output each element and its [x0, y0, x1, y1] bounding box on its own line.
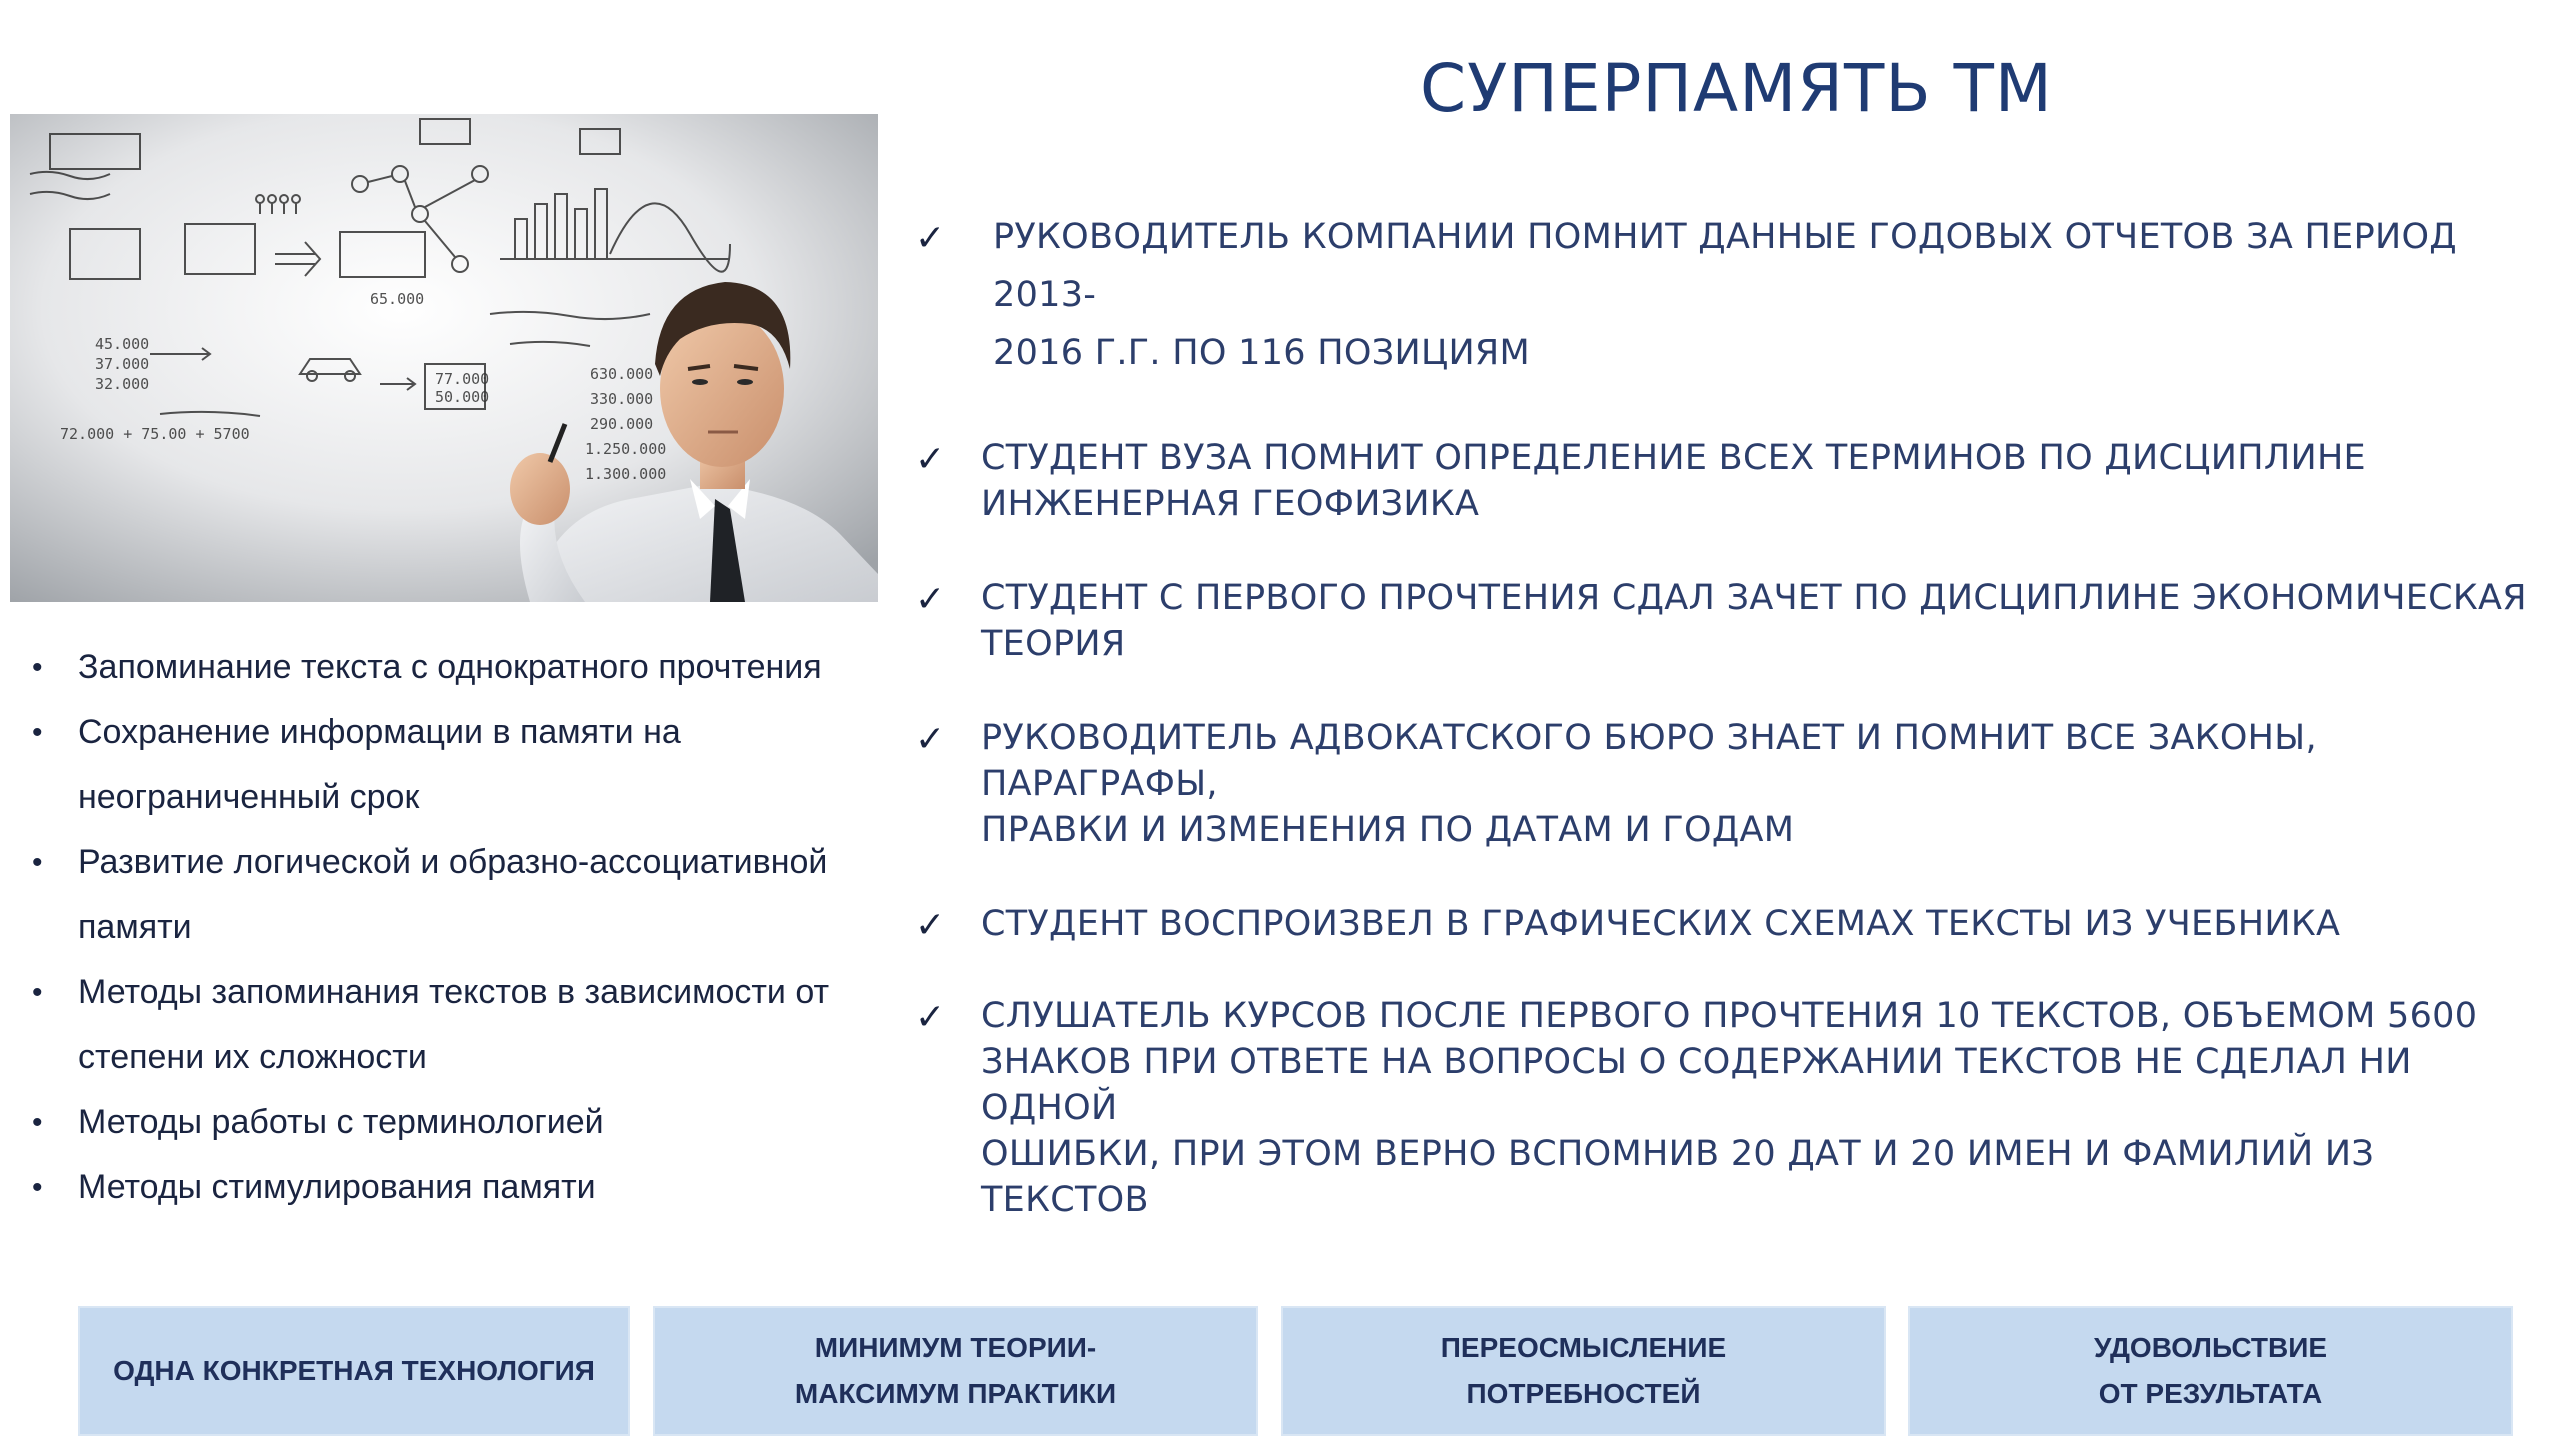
checklist-item — [915, 208, 2545, 382]
checkmark-icon: ✓ — [915, 439, 946, 480]
feature-box-label: УДОВОЛЬСТВИЕ ОТ РЕЗУЛЬТАТА — [2093, 1332, 2328, 1409]
checklist-line: 2016 Г.Г. ПО 116 ПОЗИЦИЯМ — [993, 333, 1531, 373]
checklist-line: ПРАВКИ И ИЗМЕНЕНИЯ ПО ДАТАМ И ГОДАМ — [981, 810, 1795, 850]
feature-box-label: МИНИМУМ ТЕОРИИ- МАКСИМУМ ПРАКТИКИ — [794, 1332, 1117, 1409]
left-bullet-item — [28, 635, 908, 700]
slide-title: СУПЕРПАМЯТЬ ТМ — [1420, 50, 2053, 127]
checklist-item — [915, 901, 2545, 947]
left-bullet-item — [28, 700, 908, 830]
bullet-icon: • — [32, 1171, 43, 1204]
checklist-item — [915, 715, 2545, 853]
bullet-icon: • — [32, 651, 43, 684]
checklist-line: СТУДЕНТ ВОСПРОИЗВЕЛ В ГРАФИЧЕСКИХ СХЕМАХ ТЕКСТЫ ИЗ УЧЕБНИКА — [981, 904, 2341, 944]
feature-box-label: ПЕРЕОСМЫСЛЕНИЕ ПОТРЕБНОСТЕЙ — [1440, 1332, 1727, 1409]
svg-text:50.000: 50.000 — [435, 388, 490, 406]
svg-text:330.000: 330.000 — [590, 390, 654, 408]
left-bullet-line: неограниченный срок — [78, 778, 420, 816]
checkmark-icon: ✓ — [915, 905, 946, 946]
svg-text:32.000: 32.000 — [95, 375, 150, 393]
left-bullet-line: Сохранение информации в памяти на — [78, 713, 681, 751]
checklist-line: СТУДЕНТ С ПЕРВОГО ПРОЧТЕНИЯ СДАЛ ЗАЧЕТ ПО ДИСЦИПЛИНЕ ЭКОНОМИЧЕСКАЯ — [981, 578, 2527, 618]
checkmark-icon: ✓ — [915, 579, 946, 620]
left-bullet-item — [28, 1155, 908, 1220]
left-bullet-item — [28, 960, 908, 1090]
bullet-icon: • — [32, 976, 43, 1009]
checklist-line: ОШИБКИ, ПРИ ЭТОМ ВЕРНО ВСПОМНИВ 20 ДАТ И 20 ИМЕН И ФАМИЛИЙ ИЗ ТЕКСТОВ — [981, 1134, 2375, 1220]
svg-text:290.000: 290.000 — [590, 415, 654, 433]
feature-box-practice — [653, 1306, 1258, 1436]
left-bullet-line: памяти — [78, 908, 192, 946]
svg-text:65.000: 65.000 — [370, 290, 425, 308]
svg-text:630.000: 630.000 — [590, 365, 654, 383]
checklist-item — [915, 993, 2545, 1223]
svg-text:45.000: 45.000 — [95, 335, 150, 353]
left-bullet-line: степени их сложности — [78, 1038, 427, 1076]
checkmark-icon: ✓ — [915, 719, 946, 760]
left-bullet-line: Методы работы с терминологией — [78, 1103, 604, 1141]
checklist-line: РУКОВОДИТЕЛЬ КОМПАНИИ ПОМНИТ ДАННЫЕ ГОДОВЫХ ОТЧЕТОВ ЗА ПЕРИОД 2013- — [993, 217, 2457, 315]
left-bullet-item — [28, 1090, 908, 1155]
svg-text:72.000 + 75.00 + 5700: 72.000 + 75.00 + 5700 — [60, 425, 250, 443]
checklist-line: ЗНАКОВ ПРИ ОТВЕТЕ НА ВОПРОСЫ О СОДЕРЖАНИИ ТЕКСТОВ НЕ СДЕЛАЛ НИ ОДНОЙ — [981, 1042, 2412, 1128]
checklist-line: РУКОВОДИТЕЛЬ АДВОКАТСКОГО БЮРО ЗНАЕТ И ПОМНИТ ВСЕ ЗАКОНЫ, ПАРАГРАФЫ, — [981, 718, 2317, 804]
checklist-line: СТУДЕНТ ВУЗА ПОМНИТ ОПРЕДЕЛЕНИЕ ВСЕХ ТЕРМИНОВ ПО ДИСЦИПЛИНЕ — [981, 438, 2366, 478]
svg-text:77.000: 77.000 — [435, 370, 490, 388]
left-bullet-list — [28, 635, 908, 1220]
svg-text:37.000: 37.000 — [95, 355, 150, 373]
left-bullet-line: Методы запоминания текстов в зависимости от — [78, 973, 830, 1011]
checklist-line: ИНЖЕНЕРНАЯ ГЕОФИЗИКА — [981, 484, 1480, 524]
bullet-icon: • — [32, 846, 43, 879]
left-bullet-line: Запоминание текста с однократного прочтения — [78, 648, 822, 686]
feature-box-satisfaction — [1908, 1306, 2513, 1436]
feature-box-rethinking — [1281, 1306, 1886, 1436]
feature-box-technology — [78, 1306, 630, 1436]
svg-text:1.250.000: 1.250.000 — [585, 440, 667, 458]
feature-box-label: ОДНА КОНКРЕТНАЯ ТЕХНОЛОГИЯ — [113, 1355, 595, 1386]
checklist-line: СЛУШАТЕЛЬ КУРСОВ ПОСЛЕ ПЕРВОГО ПРОЧТЕНИЯ 10 ТЕКСТОВ, ОБЪЕМОМ 5600 — [981, 996, 2478, 1036]
checklist-item — [915, 435, 2545, 527]
checklist-line: ТЕОРИЯ — [981, 624, 1126, 664]
left-bullet-item — [28, 830, 908, 960]
checkmark-icon: ✓ — [915, 218, 946, 259]
man-drawing-on-whiteboard-photo — [10, 114, 878, 602]
feature-boxes — [78, 1306, 2508, 1436]
left-bullet-line: Развитие логической и образно-ассоциативной — [78, 843, 828, 881]
right-checklist — [915, 208, 2545, 1223]
bullet-icon: • — [32, 716, 43, 749]
bullet-icon: • — [32, 1106, 43, 1139]
svg-text:1.300.000: 1.300.000 — [585, 465, 667, 483]
left-bullet-line: Методы стимулирования памяти — [78, 1168, 596, 1206]
checkmark-icon: ✓ — [915, 997, 946, 1038]
checklist-item — [915, 575, 2545, 667]
